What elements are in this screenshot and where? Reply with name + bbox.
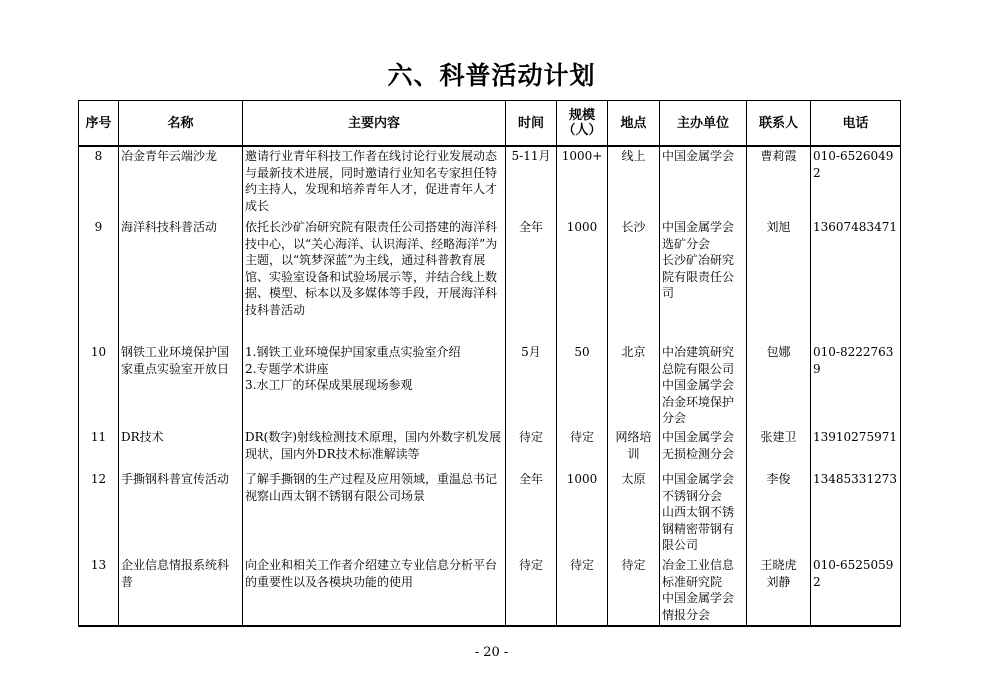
- cell-organizer: 中国金属学会 选矿分会 长沙矿冶研究院有限责任公司: [660, 218, 747, 343]
- cell-phone: 010-65260492: [811, 146, 901, 218]
- cell-no: 8: [79, 146, 119, 218]
- header-time: 时间: [506, 101, 557, 147]
- cell-contact: 王晓虎 刘静: [747, 556, 811, 626]
- cell-content: 1.钢铁工业环境保护国家重点实验室介绍 2.专题学术讲座 3.水工厂的环保成果展现场参观: [243, 343, 506, 428]
- cell-content: 依托长沙矿冶研究院有限责任公司搭建的海洋科技中心，以“关心海洋、认识海洋、经略海洋”为主题，以“筑梦深蓝”为主线，通过科普教育展馆、实验室设备和试验场展示等，并结合线上数据、模型、标本以及多媒体等手段，开展海洋科技科普活动: [243, 218, 506, 343]
- cell-name: 钢铁工业环境保护国家重点实验室开放日: [119, 343, 243, 428]
- cell-name: 企业信息情报系统科普: [119, 556, 243, 626]
- cell-place: 北京: [608, 343, 660, 428]
- cell-place: 网络培训: [608, 428, 660, 470]
- header-scale: 规模 （人）: [557, 101, 608, 147]
- cell-no: 9: [79, 218, 119, 343]
- cell-content: 邀请行业青年科技工作者在线讨论行业发展动态与最新技术进展，同时邀请行业知名专家担任特约主持人，发现和培养青年人才，促进青年人才成长: [243, 146, 506, 218]
- cell-scale: 待定: [557, 556, 608, 626]
- cell-organizer: 冶金工业信息标准研究院 中国金属学会 情报分会: [660, 556, 747, 626]
- cell-phone: 13485331273: [811, 470, 901, 556]
- header-phone: 电话: [811, 101, 901, 147]
- cell-time: 全年: [506, 470, 557, 556]
- cell-time: 待定: [506, 428, 557, 470]
- cell-name: DR技术: [119, 428, 243, 470]
- cell-no: 13: [79, 556, 119, 626]
- cell-scale: 1000: [557, 470, 608, 556]
- header-content: 主要内容: [243, 101, 506, 147]
- cell-name: 冶金青年云端沙龙: [119, 146, 243, 218]
- table-header-row: [79, 101, 901, 147]
- header-contact: 联系人: [747, 101, 811, 147]
- cell-organizer: 中国金属学会 无损检测分会: [660, 428, 747, 470]
- header-no: 序号: [79, 101, 119, 147]
- cell-content: DR(数字)射线检测技术原理，国内外数字机发展现状，国内外DR技术标准解读等: [243, 428, 506, 470]
- cell-scale: 1000+: [557, 146, 608, 218]
- cell-phone: 010-82227639: [811, 343, 901, 428]
- cell-content: 向企业和相关工作者介绍建立专业信息分析平台的重要性以及各模块功能的使用: [243, 556, 506, 626]
- cell-name: 海洋科技科普活动: [119, 218, 243, 343]
- cell-scale: 1000: [557, 218, 608, 343]
- cell-contact: 包娜: [747, 343, 811, 428]
- cell-time: 5-11月: [506, 146, 557, 218]
- cell-phone: 13607483471: [811, 218, 901, 343]
- cell-scale: 50: [557, 343, 608, 428]
- activity-plan-table: [78, 100, 901, 627]
- cell-place: 待定: [608, 556, 660, 626]
- cell-place: 线上: [608, 146, 660, 218]
- table-row: [79, 470, 901, 556]
- header-place: 地点: [608, 101, 660, 147]
- cell-organizer: 中国金属学会: [660, 146, 747, 218]
- page-number: - 20 -: [474, 645, 509, 660]
- table-row: [79, 343, 901, 428]
- cell-no: 10: [79, 343, 119, 428]
- cell-contact: 刘旭: [747, 218, 811, 343]
- cell-contact: 张建卫: [747, 428, 811, 470]
- page-title: 六、科普活动计划: [387, 61, 596, 90]
- cell-place: 长沙: [608, 218, 660, 343]
- cell-phone: 13910275971: [811, 428, 901, 470]
- cell-no: 12: [79, 470, 119, 556]
- cell-time: 5月: [506, 343, 557, 428]
- header-organizer: 主办单位: [660, 101, 747, 147]
- cell-name: 手撕钢科普宣传活动: [119, 470, 243, 556]
- table-row: [79, 218, 901, 343]
- cell-scale: 待定: [557, 428, 608, 470]
- table-row: [79, 428, 901, 470]
- header-name: 名称: [119, 101, 243, 147]
- cell-contact: 曹莉霞: [747, 146, 811, 218]
- cell-time: 待定: [506, 556, 557, 626]
- table-row: [79, 146, 901, 218]
- table-row: [79, 556, 901, 626]
- cell-contact: 李俊: [747, 470, 811, 556]
- cell-phone: 010-65250592: [811, 556, 901, 626]
- cell-organizer: 中国金属学会 不锈钢分会 山西太钢不锈钢精密带钢有限公司: [660, 470, 747, 556]
- cell-no: 11: [79, 428, 119, 470]
- cell-place: 太原: [608, 470, 660, 556]
- cell-organizer: 中冶建筑研究总院有限公司 中国金属学会 冶金环境保护分会: [660, 343, 747, 428]
- cell-time: 全年: [506, 218, 557, 343]
- cell-content: 了解手撕钢的生产过程及应用领域，重温总书记视察山西太钢不锈钢有限公司场景: [243, 470, 506, 556]
